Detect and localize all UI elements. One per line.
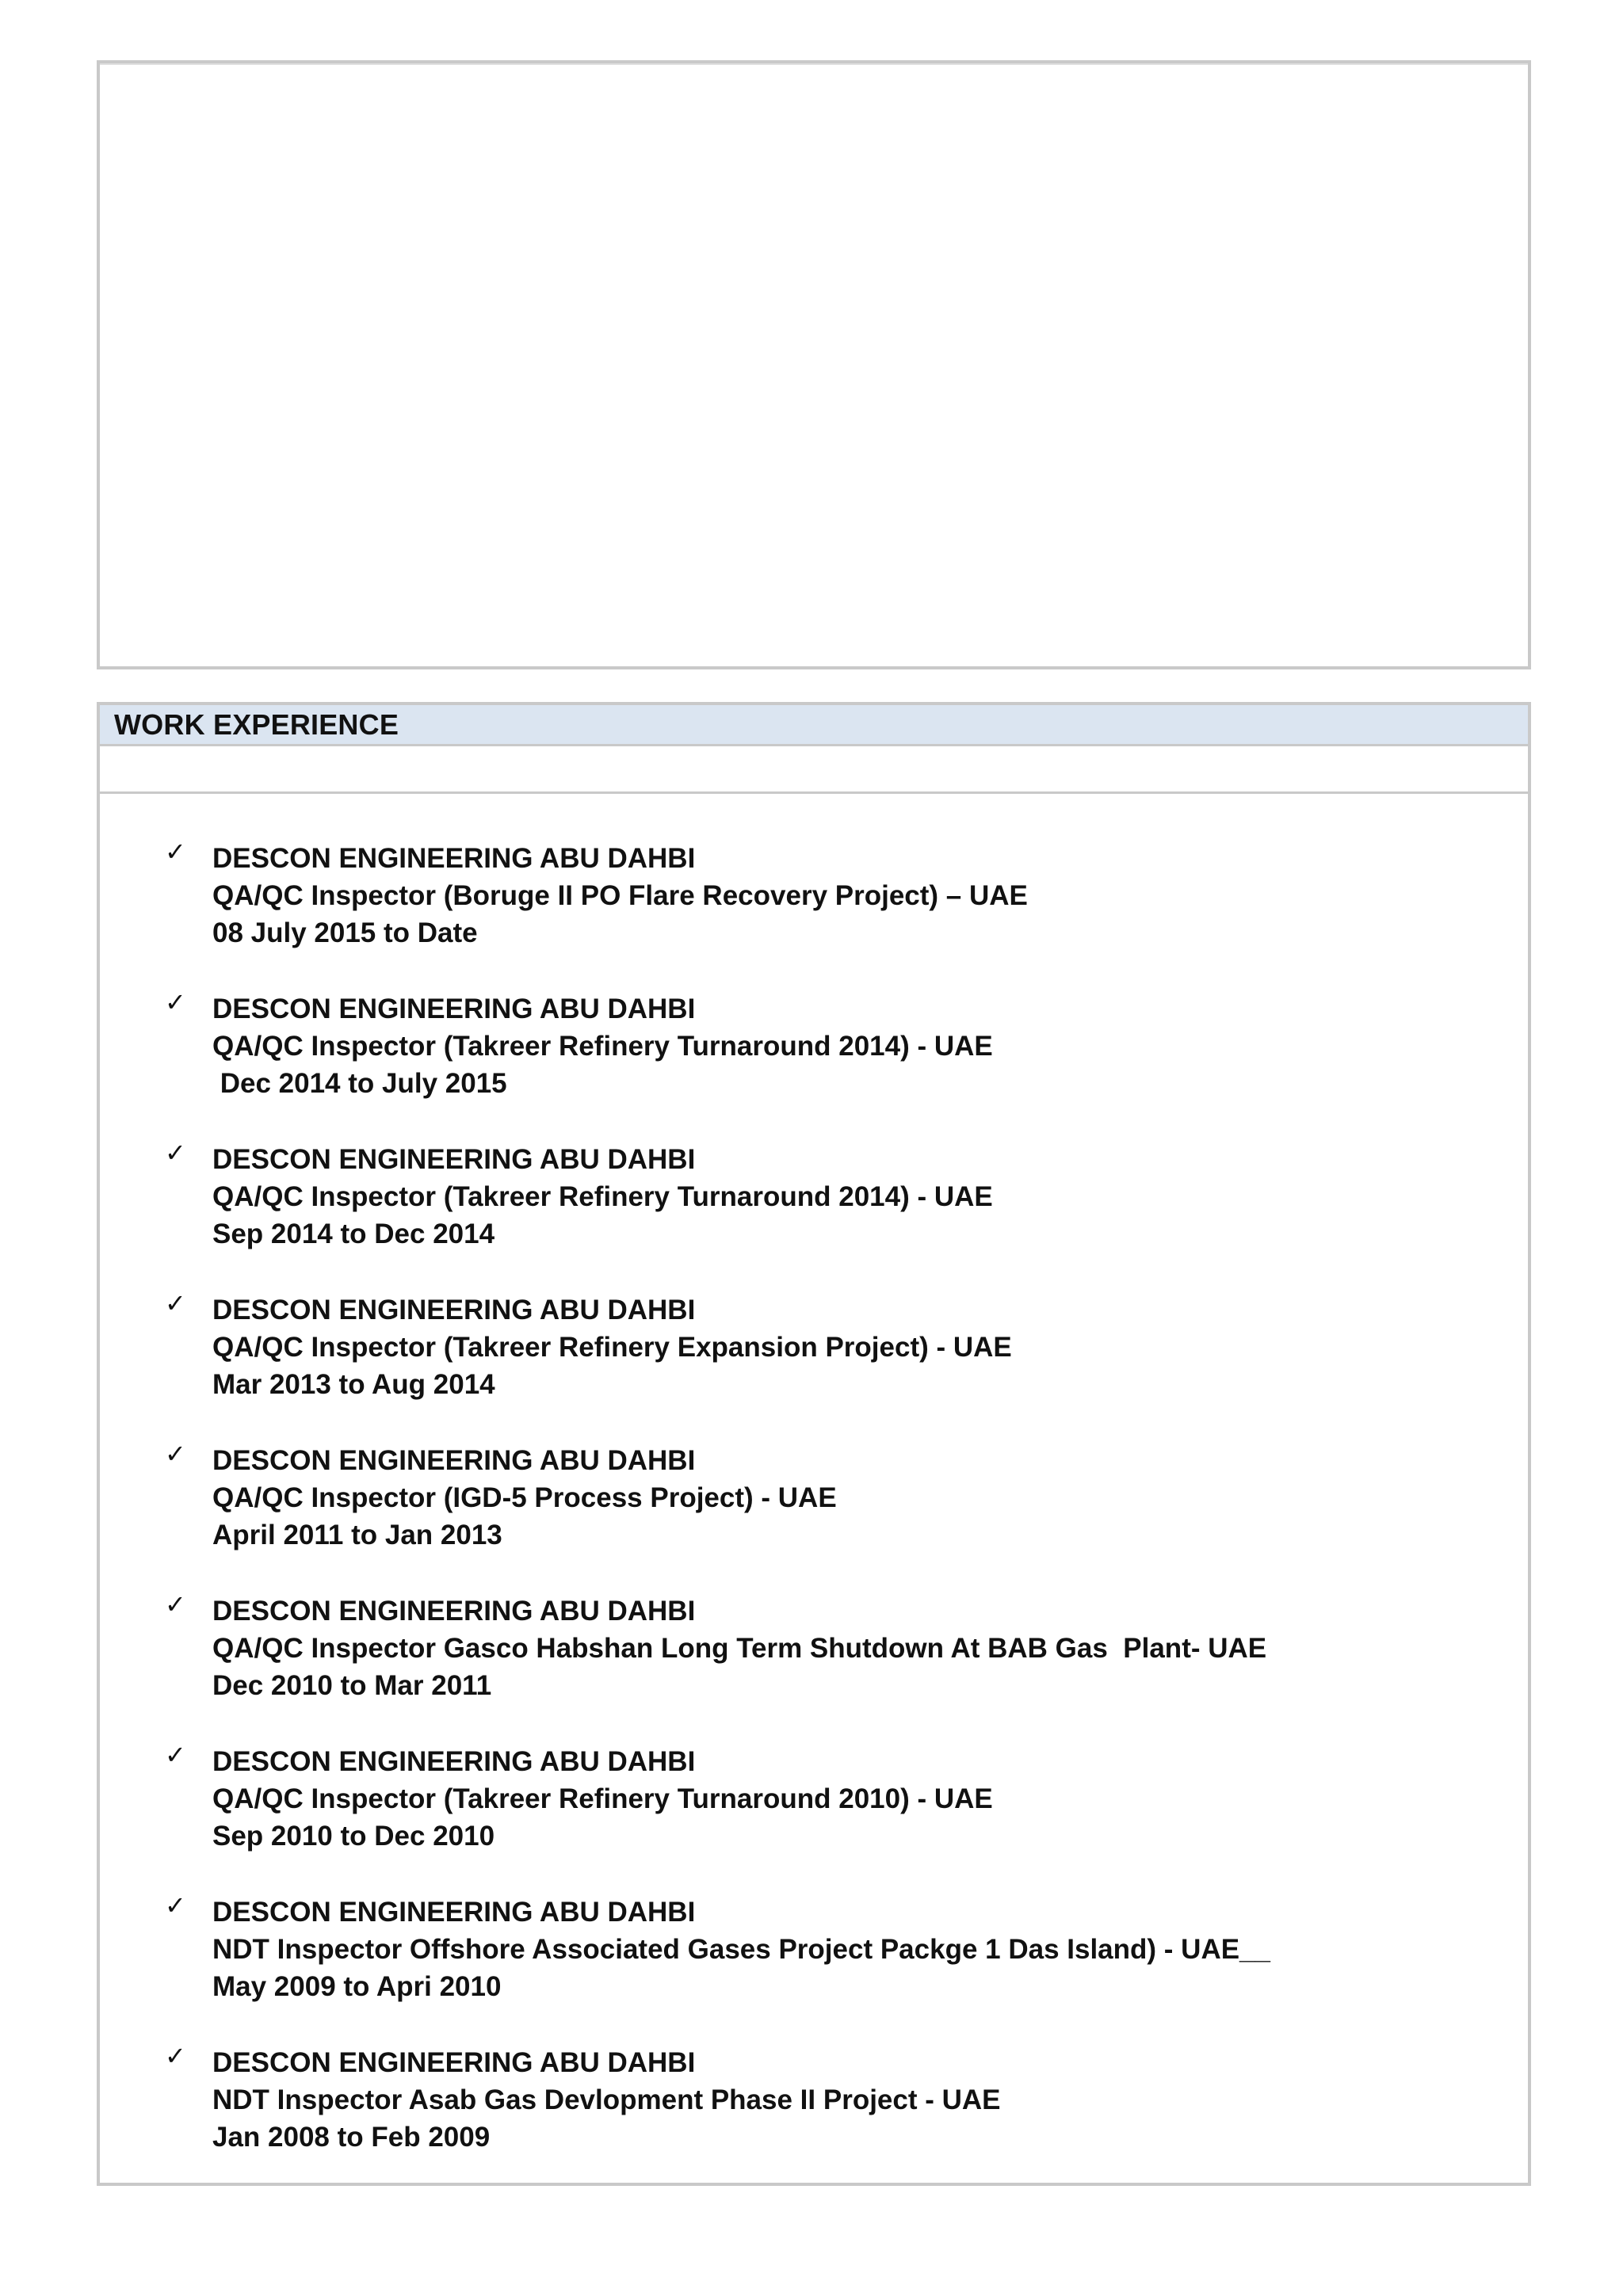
job-role: QA/QC Inspector (Boruge II PO Flare Recovery Project) – UAE bbox=[212, 880, 1028, 911]
job-role: QA/QC Inspector (Takreer Refinery Turnaround 2014) - UAE bbox=[212, 1181, 993, 1212]
job-role: QA/QC Inspector (IGD-5 Process Project) - UAE bbox=[212, 1482, 837, 1513]
job-company: DESCON ENGINEERING ABU DAHBI bbox=[212, 994, 696, 1024]
job-period: Sep 2014 to Dec 2014 bbox=[212, 1219, 495, 1249]
job-role: QA/QC Inspector (Takreer Refinery Turnaround 2010) - UAE bbox=[212, 1783, 993, 1814]
section-spacer-row bbox=[100, 746, 1528, 794]
summary-box bbox=[97, 60, 1531, 669]
job-company: DESCON ENGINEERING ABU DAHBI bbox=[212, 1746, 696, 1777]
work-experience-section bbox=[97, 702, 1531, 2186]
checkmark-icon: ✓ bbox=[165, 837, 186, 867]
job-item bbox=[100, 1138, 1528, 1291]
job-company: DESCON ENGINEERING ABU DAHBI bbox=[212, 1897, 696, 1928]
job-role: QA/QC Inspector Gasco Habshan Long Term Shutdown At BAB Gas Plant- UAE bbox=[212, 1633, 1267, 1664]
job-company: DESCON ENGINEERING ABU DAHBI bbox=[212, 1144, 696, 1175]
job-company: DESCON ENGINEERING ABU DAHBI bbox=[212, 843, 696, 874]
job-period: Sep 2010 to Dec 2010 bbox=[212, 1821, 495, 1852]
job-company: DESCON ENGINEERING ABU DAHBI bbox=[212, 1445, 696, 1476]
job-period: Jan 2008 to Feb 2009 bbox=[212, 2122, 491, 2153]
job-period: April 2011 to Jan 2013 bbox=[212, 1520, 502, 1550]
checkmark-icon: ✓ bbox=[165, 987, 186, 1017]
job-company: DESCON ENGINEERING ABU DAHBI bbox=[212, 1596, 696, 1627]
job-item bbox=[100, 837, 1528, 990]
job-item bbox=[100, 1740, 1528, 1894]
checkmark-icon: ✓ bbox=[165, 1890, 186, 1920]
job-item bbox=[100, 987, 1528, 1141]
job-role: QA/QC Inspector (Takreer Refinery Expansion Project) - UAE bbox=[212, 1332, 1012, 1363]
job-period: May 2009 to Apri 2010 bbox=[212, 1971, 502, 2002]
job-item bbox=[100, 2041, 1528, 2195]
job-period: Dec 2014 to July 2015 bbox=[212, 1068, 507, 1099]
checkmark-icon: ✓ bbox=[165, 1138, 186, 1168]
job-role: QA/QC Inspector (Takreer Refinery Turnaround 2014) - UAE bbox=[212, 1031, 993, 1062]
checkmark-icon: ✓ bbox=[165, 2041, 186, 2071]
checkmark-icon: ✓ bbox=[165, 1589, 186, 1619]
job-role: NDT Inspector Offshore Associated Gases Project Packge 1 Das Island) - UAE__ bbox=[212, 1934, 1270, 1965]
job-period: Mar 2013 to Aug 2014 bbox=[212, 1369, 495, 1400]
checkmark-icon: ✓ bbox=[165, 1288, 186, 1318]
job-company: DESCON ENGINEERING ABU DAHBI bbox=[212, 2047, 696, 2078]
job-company: DESCON ENGINEERING ABU DAHBI bbox=[212, 1295, 696, 1325]
job-item bbox=[100, 1439, 1528, 1592]
job-list bbox=[100, 837, 1528, 2195]
checkmark-icon: ✓ bbox=[165, 1439, 186, 1469]
checkmark-icon: ✓ bbox=[165, 1740, 186, 1770]
job-item bbox=[100, 1589, 1528, 1743]
job-role: NDT Inspector Asab Gas Devlopment Phase II Project - UAE bbox=[212, 2084, 1001, 2115]
job-item bbox=[100, 1288, 1528, 1442]
job-item bbox=[100, 1890, 1528, 2044]
job-period: Dec 2010 to Mar 2011 bbox=[212, 1670, 492, 1701]
section-title: WORK EXPERIENCE bbox=[100, 705, 1528, 746]
job-period: 08 July 2015 to Date bbox=[212, 917, 478, 948]
